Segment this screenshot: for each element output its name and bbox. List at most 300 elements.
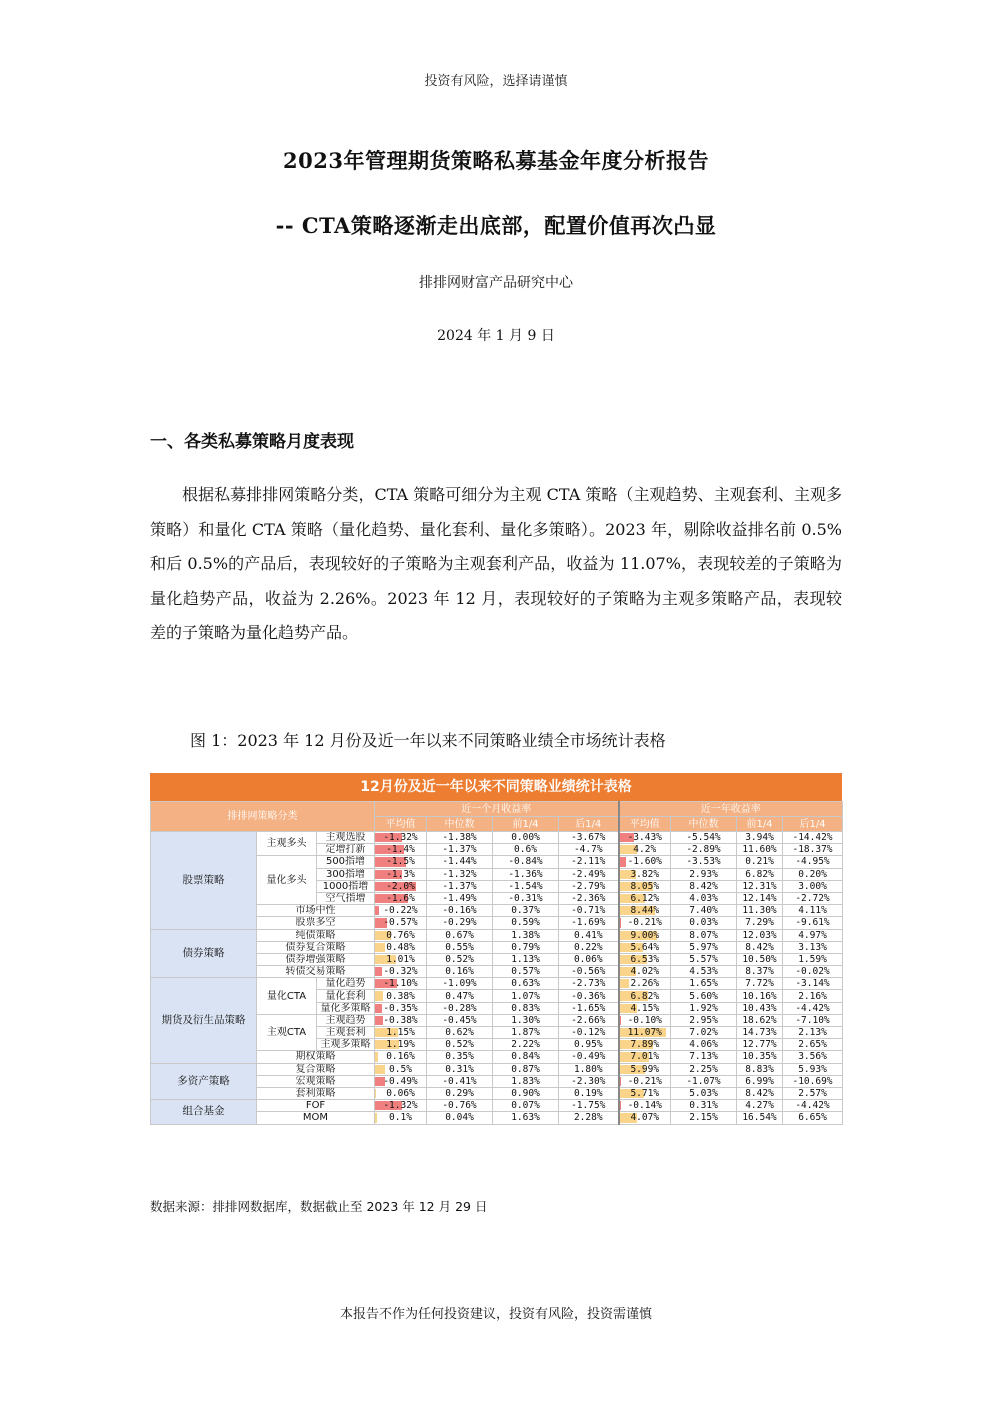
value-text: 2.65% — [798, 1039, 827, 1051]
month-value — [493, 892, 559, 904]
value-text: 7.89% — [630, 1039, 660, 1051]
strategy-category: 多资产策略 — [151, 1063, 257, 1100]
value-text: 0.84% — [511, 1051, 540, 1063]
year-value — [783, 1063, 843, 1075]
year-value — [737, 1002, 783, 1014]
value-text: 5.93% — [798, 1063, 827, 1075]
table-row — [151, 832, 843, 844]
month-value — [493, 917, 559, 929]
value-text: 7.13% — [689, 1051, 718, 1063]
table-row — [151, 929, 843, 941]
value-text: 10.43% — [742, 1002, 777, 1014]
value-text: 2.16% — [798, 990, 827, 1002]
strategy-subcategory: 股票多空 — [257, 917, 375, 929]
value-text: -0.29% — [442, 917, 477, 929]
value-text: 2.57% — [798, 1088, 827, 1100]
month-avg-bar — [375, 1113, 377, 1122]
month-avg-bar — [375, 967, 382, 976]
value-text: 8.42% — [689, 880, 718, 892]
month-value — [427, 1075, 493, 1087]
value-text: 0.04% — [445, 1112, 474, 1124]
value-text: 8.44% — [630, 905, 660, 917]
month-value — [375, 941, 427, 953]
year-value — [783, 1002, 843, 1014]
year-value — [619, 1014, 671, 1026]
year-value — [619, 1112, 671, 1124]
month-value — [375, 1100, 427, 1112]
year-value — [671, 1014, 737, 1026]
year-value — [783, 978, 843, 990]
value-text: 5.64% — [630, 941, 660, 953]
month-value — [375, 856, 427, 868]
month-value — [493, 844, 559, 856]
value-text: -0.02% — [795, 966, 830, 978]
year-value — [783, 941, 843, 953]
year-value — [671, 1075, 737, 1087]
section-heading: 一、各类私募策略月度表现 — [150, 432, 354, 452]
value-text: 2.26% — [630, 978, 660, 990]
strategy-leaf: 主观趋势 — [317, 1014, 375, 1026]
value-text: 18.62% — [742, 1014, 777, 1026]
stat-header: 后1/4 — [783, 817, 843, 832]
value-text: 1.80% — [573, 1063, 603, 1075]
value-text: -0.14% — [627, 1100, 662, 1112]
value-text: 1.30% — [511, 1014, 540, 1026]
value-text: 1.01% — [386, 953, 415, 965]
strategy-table — [150, 773, 842, 1125]
strategy-subcategory: 转债交易策略 — [257, 966, 375, 978]
table-header-row — [151, 802, 843, 817]
value-text: 0.03% — [689, 917, 718, 929]
year-value — [619, 966, 671, 978]
organization: 排排网财富产品研究中心 — [419, 275, 573, 291]
month-value — [559, 1087, 619, 1099]
value-text: 0.21% — [745, 856, 774, 868]
year-value — [671, 868, 737, 880]
year-value — [783, 966, 843, 978]
value-text: 0.07% — [511, 1100, 540, 1112]
month-avg-bar — [375, 1004, 382, 1013]
month-value — [375, 880, 427, 892]
strategy-subcategory: 纯债策略 — [257, 929, 375, 941]
stat-header: 平均值 — [375, 817, 427, 832]
value-text: 2.15% — [689, 1112, 718, 1124]
value-text: -18.37% — [792, 844, 833, 856]
strategy-leaf: 空气指增 — [317, 892, 375, 904]
value-text: -0.31% — [508, 893, 543, 905]
value-text: 10.16% — [742, 990, 777, 1002]
value-text: -1.32% — [383, 1100, 418, 1112]
value-text: 0.76% — [386, 929, 415, 941]
value-text: -4.42% — [795, 1002, 830, 1014]
value-text: 0.79% — [511, 941, 540, 953]
year-value — [737, 1014, 783, 1026]
value-text: -2.89% — [686, 844, 721, 856]
month-value — [559, 892, 619, 904]
month-value — [559, 1100, 619, 1112]
strategy-subcategory: 量化多头 — [257, 856, 317, 905]
value-text: 0.35% — [445, 1051, 474, 1063]
value-text: -1.38% — [442, 832, 477, 844]
month-value — [559, 1027, 619, 1039]
value-text: 3.00% — [798, 880, 827, 892]
value-text: 1.19% — [386, 1039, 415, 1051]
value-text: 0.63% — [511, 978, 540, 990]
year-value — [619, 1100, 671, 1112]
year-value — [619, 1051, 671, 1063]
value-text: -1.6% — [386, 893, 415, 905]
year-value — [783, 1027, 843, 1039]
report-title: 2023年管理期货策略私募基金年度分析报告 — [283, 148, 709, 173]
year-value — [783, 880, 843, 892]
value-text: -0.71% — [571, 905, 606, 917]
value-text: -0.16% — [442, 905, 477, 917]
month-value — [427, 978, 493, 990]
value-text: 1.13% — [511, 953, 540, 965]
value-text: 12.77% — [742, 1039, 777, 1051]
month-value — [427, 832, 493, 844]
value-text: 2.93% — [689, 868, 718, 880]
value-text: -3.14% — [795, 978, 830, 990]
strategy-subcategory: 宏观策略 — [257, 1075, 375, 1087]
value-text: -0.84% — [508, 856, 543, 868]
year-value — [737, 1112, 783, 1124]
value-text: 6.53% — [630, 953, 660, 965]
value-text: 0.52% — [445, 953, 474, 965]
month-value — [375, 1002, 427, 1014]
value-text: -0.36% — [571, 990, 606, 1002]
value-text: 4.03% — [689, 893, 718, 905]
value-text: 0.37% — [511, 905, 540, 917]
month-value — [493, 1014, 559, 1026]
value-text: -1.49% — [442, 893, 477, 905]
month-value — [375, 832, 427, 844]
value-text: -0.35% — [383, 1002, 418, 1014]
value-text: -0.28% — [442, 1002, 477, 1014]
year-value — [737, 1063, 783, 1075]
value-text: 7.40% — [689, 905, 718, 917]
value-text: -0.76% — [442, 1100, 477, 1112]
month-value — [493, 966, 559, 978]
value-text: -4.95% — [795, 856, 830, 868]
year-value — [619, 832, 671, 844]
value-text: 0.90% — [511, 1088, 540, 1100]
month-value — [559, 844, 619, 856]
value-text: 7.29% — [745, 917, 774, 929]
value-text: 12.03% — [742, 929, 777, 941]
month-value — [559, 1039, 619, 1051]
value-text: -14.42% — [792, 832, 833, 844]
year-value — [671, 1112, 737, 1124]
month-avg-bar — [375, 1016, 383, 1025]
value-text: 10.35% — [742, 1051, 777, 1063]
month-avg-bar — [375, 1065, 385, 1074]
month-value — [375, 990, 427, 1002]
year-value — [737, 1087, 783, 1099]
table-row — [151, 1063, 843, 1075]
value-text: 5.57% — [689, 953, 718, 965]
value-text: 4.2% — [633, 844, 657, 856]
month-avg-bar — [375, 1089, 376, 1098]
value-text: 1.07% — [511, 990, 540, 1002]
strategy-subcategory: 期权策略 — [257, 1051, 375, 1063]
month-value — [559, 905, 619, 917]
strategy-subcategory: 套利策略 — [257, 1087, 375, 1099]
year-value — [619, 917, 671, 929]
value-text: 2.25% — [689, 1063, 718, 1075]
value-text: 9.00% — [630, 929, 660, 941]
strategy-subcategory: FOF — [257, 1100, 375, 1112]
value-text: -0.12% — [571, 1027, 606, 1039]
year-value — [671, 1027, 737, 1039]
value-text: 7.72% — [745, 978, 774, 990]
value-text: 0.31% — [445, 1063, 474, 1075]
strategy-category: 组合基金 — [151, 1100, 257, 1124]
year-value — [737, 1075, 783, 1087]
year-value — [671, 905, 737, 917]
year-value — [671, 917, 737, 929]
strategy-subcategory: 主观多头 — [257, 832, 317, 856]
month-value — [375, 917, 427, 929]
value-text: 2.95% — [689, 1014, 718, 1026]
value-text: 1.92% — [689, 1002, 718, 1014]
year-avg-bar — [620, 979, 630, 988]
value-text: 0.83% — [511, 1002, 540, 1014]
value-text: 2.13% — [798, 1027, 827, 1039]
month-value — [375, 929, 427, 941]
year-value — [619, 905, 671, 917]
year-value — [737, 892, 783, 904]
value-text: -1.32% — [442, 868, 477, 880]
month-value — [427, 1112, 493, 1124]
month-value — [375, 1087, 427, 1099]
year-value — [619, 892, 671, 904]
month-value — [493, 1112, 559, 1124]
month-value — [559, 1112, 619, 1124]
month-value — [493, 856, 559, 868]
strategy-category: 股票策略 — [151, 832, 257, 930]
year-value — [619, 880, 671, 892]
year-value — [619, 1027, 671, 1039]
month-value — [493, 941, 559, 953]
value-text: 1.63% — [511, 1112, 540, 1124]
value-text: -1.4% — [386, 844, 415, 856]
value-text: -2.36% — [571, 893, 606, 905]
value-text: -1.65% — [571, 1002, 606, 1014]
value-text: 5.97% — [689, 941, 718, 953]
value-text: 4.27% — [745, 1100, 774, 1112]
value-text: -4.7% — [573, 844, 603, 856]
paragraph-text: 根据私募排排网策略分类，CTA 策略可细分为主观 CTA 策略（主观趋势、主观套利、主观多策略）和量化 CTA 策略（量化趋势、量化套利、量化多策略）。2023 年，剔除收益排名前 0.5%和后 0.5%的产品后，表现较好的子策略为主观套利产品，收益为 11.07%，表现较差的子策略为量化趋势产品，收益为 2.26%。2023 年 12 月，表现较好的子策略为主观多策略产品，表现较差的子策略为量化趋势产品。 — [150, 485, 842, 642]
year-value — [737, 978, 783, 990]
value-text: -0.10% — [627, 1014, 662, 1026]
value-text: 8.05% — [630, 880, 660, 892]
year-value — [783, 1087, 843, 1099]
value-text: 0.67% — [445, 929, 474, 941]
month-value — [375, 905, 427, 917]
month-value — [493, 868, 559, 880]
value-text: -0.21% — [627, 917, 662, 929]
year-avg-bar — [620, 1077, 621, 1086]
year-avg-bar — [620, 1101, 621, 1110]
value-text: -3.53% — [686, 856, 721, 868]
value-text: 0.5% — [389, 1063, 412, 1075]
month-value — [493, 1063, 559, 1075]
value-text: 4.97% — [798, 929, 827, 941]
year-value — [671, 844, 737, 856]
value-text: 4.07% — [630, 1112, 660, 1124]
value-text: -1.69% — [571, 917, 606, 929]
value-text: -0.49% — [383, 1075, 418, 1087]
strategy-subcategory: 债券复合策略 — [257, 941, 375, 953]
value-text: 2.28% — [573, 1112, 603, 1124]
value-text: 0.47% — [445, 990, 474, 1002]
year-value — [737, 880, 783, 892]
year-header: 近一年收益率 — [619, 802, 843, 817]
value-text: 4.02% — [630, 966, 660, 978]
year-value — [671, 941, 737, 953]
value-text: 6.12% — [630, 893, 660, 905]
year-value — [737, 832, 783, 844]
year-value — [671, 966, 737, 978]
value-text: 5.60% — [689, 990, 718, 1002]
stat-header: 中位数 — [671, 817, 737, 832]
month-value — [559, 941, 619, 953]
table-row — [151, 1100, 843, 1112]
value-text: -2.11% — [571, 856, 606, 868]
strategy-subcategory: 债券增强策略 — [257, 953, 375, 965]
year-value — [671, 832, 737, 844]
month-value — [559, 880, 619, 892]
value-text: -1.60% — [627, 856, 662, 868]
month-value — [375, 1014, 427, 1026]
month-value — [559, 978, 619, 990]
year-value — [737, 905, 783, 917]
value-text: -1.37% — [442, 844, 477, 856]
value-text: 16.54% — [742, 1112, 777, 1124]
year-value — [671, 953, 737, 965]
year-value — [671, 929, 737, 941]
year-value — [671, 990, 737, 1002]
year-value — [737, 929, 783, 941]
value-text: 11.07% — [627, 1027, 662, 1039]
value-text: -0.49% — [571, 1051, 606, 1063]
value-text: -1.09% — [442, 978, 477, 990]
year-avg-bar — [620, 857, 627, 866]
month-value — [427, 1014, 493, 1026]
year-value — [671, 1100, 737, 1112]
year-value — [619, 990, 671, 1002]
stat-header: 前1/4 — [493, 817, 559, 832]
year-value — [737, 1051, 783, 1063]
value-text: 0.06% — [573, 953, 603, 965]
month-value — [493, 1100, 559, 1112]
year-value — [783, 990, 843, 1002]
month-value — [559, 832, 619, 844]
month-value — [427, 1027, 493, 1039]
value-text: -5.54% — [686, 832, 721, 844]
year-value — [619, 1063, 671, 1075]
value-text: 8.37% — [745, 966, 774, 978]
value-text: 12.31% — [742, 880, 777, 892]
year-value — [783, 917, 843, 929]
month-value — [375, 953, 427, 965]
stat-header: 前1/4 — [737, 817, 783, 832]
value-text: -0.45% — [442, 1014, 477, 1026]
value-text: 1.83% — [511, 1075, 540, 1087]
month-value — [493, 1002, 559, 1014]
value-text: 6.82% — [630, 990, 660, 1002]
strategy-leaf: 定增打新 — [317, 844, 375, 856]
year-value — [783, 1014, 843, 1026]
month-value — [427, 1002, 493, 1014]
value-text: -3.43% — [627, 832, 662, 844]
strategy-subcategory: 主观CTA — [257, 1014, 317, 1051]
month-value — [427, 929, 493, 941]
year-value — [783, 856, 843, 868]
value-text: 0.22% — [573, 941, 603, 953]
month-value — [427, 1039, 493, 1051]
strategy-subcategory: 市场中性 — [257, 905, 375, 917]
value-text: 0.31% — [689, 1100, 718, 1112]
month-value — [493, 1051, 559, 1063]
risk-header-note: 投资有风险，选择请谨慎 — [424, 74, 568, 89]
month-value — [559, 953, 619, 965]
year-value — [671, 892, 737, 904]
month-value — [427, 917, 493, 929]
year-avg-bar — [620, 918, 621, 927]
value-text: 3.94% — [745, 832, 774, 844]
value-text: 7.02% — [689, 1027, 718, 1039]
value-text: -0.38% — [383, 1014, 418, 1026]
value-text: -2.0% — [386, 880, 415, 892]
value-text: 0.95% — [573, 1039, 603, 1051]
strategy-leaf: 量化趋势 — [317, 978, 375, 990]
month-value — [493, 1087, 559, 1099]
year-value — [737, 941, 783, 953]
month-value — [375, 1112, 427, 1124]
value-text: -0.57% — [383, 917, 418, 929]
value-text: -1.3% — [386, 868, 415, 880]
value-text: -10.69% — [792, 1075, 833, 1087]
year-value — [783, 1039, 843, 1051]
strategy-subcategory: 复合策略 — [257, 1063, 375, 1075]
year-value — [783, 1100, 843, 1112]
value-text: -2.72% — [795, 893, 830, 905]
month-value — [427, 844, 493, 856]
value-text: 0.19% — [573, 1088, 603, 1100]
value-text: 14.73% — [742, 1027, 777, 1039]
year-value — [671, 978, 737, 990]
year-value — [619, 844, 671, 856]
value-text: -7.10% — [795, 1014, 830, 1026]
month-value — [375, 1051, 427, 1063]
month-value — [427, 990, 493, 1002]
value-text: 1.59% — [798, 953, 827, 965]
month-avg-bar — [375, 943, 385, 952]
value-text: 10.50% — [742, 953, 777, 965]
year-value — [671, 880, 737, 892]
month-value — [427, 953, 493, 965]
month-value — [427, 1100, 493, 1112]
source-note: 数据来源：排排网数据库，数据截止至 2023 年 12 月 29 日 — [150, 1199, 488, 1214]
month-value — [375, 844, 427, 856]
table-row — [151, 978, 843, 990]
month-value — [559, 990, 619, 1002]
value-text: 0.55% — [445, 941, 474, 953]
report-subtitle: -- CTA策略逐渐走出底部，配置价值再次凸显 — [275, 213, 717, 238]
month-value — [427, 966, 493, 978]
